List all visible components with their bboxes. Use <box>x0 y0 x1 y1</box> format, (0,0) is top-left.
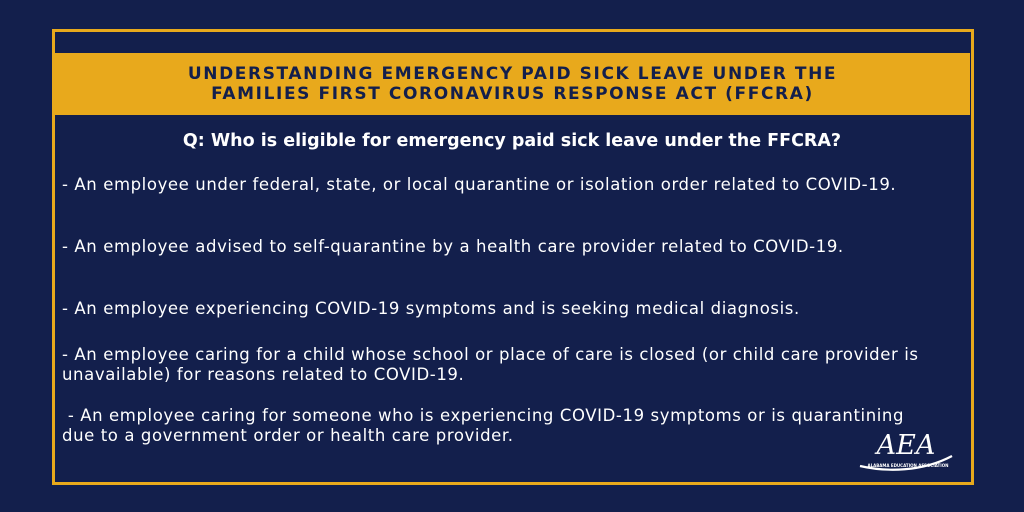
eligibility-item-5: - An employee caring for someone who is experiencing COVID-19 symptoms or is quarantining due to a government order or health care provider. <box>62 406 910 445</box>
aea-logo <box>858 426 954 472</box>
eligibility-item-3: - An employee experiencing COVID-19 symptoms and is seeking medical diagnosis. <box>62 299 800 318</box>
question-heading: Q: Who is eligible for emergency paid sick leave under the FFCRA? <box>182 131 842 151</box>
logo-letters: AEA <box>876 430 936 461</box>
banner-title-line-2: FAMILIES FIRST CORONAVIRUS RESPONSE ACT (FFCRA) <box>211 84 814 104</box>
title-banner <box>55 53 970 115</box>
eligibility-item-4: - An employee caring for a child whose school or place of care is closed (or child care provider is unavailable) for reasons related to COVID-19. <box>62 345 919 384</box>
eligibility-item-2: - An employee advised to self-quarantine by a health care provider related to COVID-19. <box>62 237 844 256</box>
eligibility-item-1: - An employee under federal, state, or local quarantine or isolation order related to COVID-19. <box>62 175 897 194</box>
banner-title-line-1: UNDERSTANDING EMERGENCY PAID SICK LEAVE UNDER THE <box>187 64 838 84</box>
logo-subtitle: ALABAMA EDUCATION ASSOCIATION <box>867 463 949 468</box>
